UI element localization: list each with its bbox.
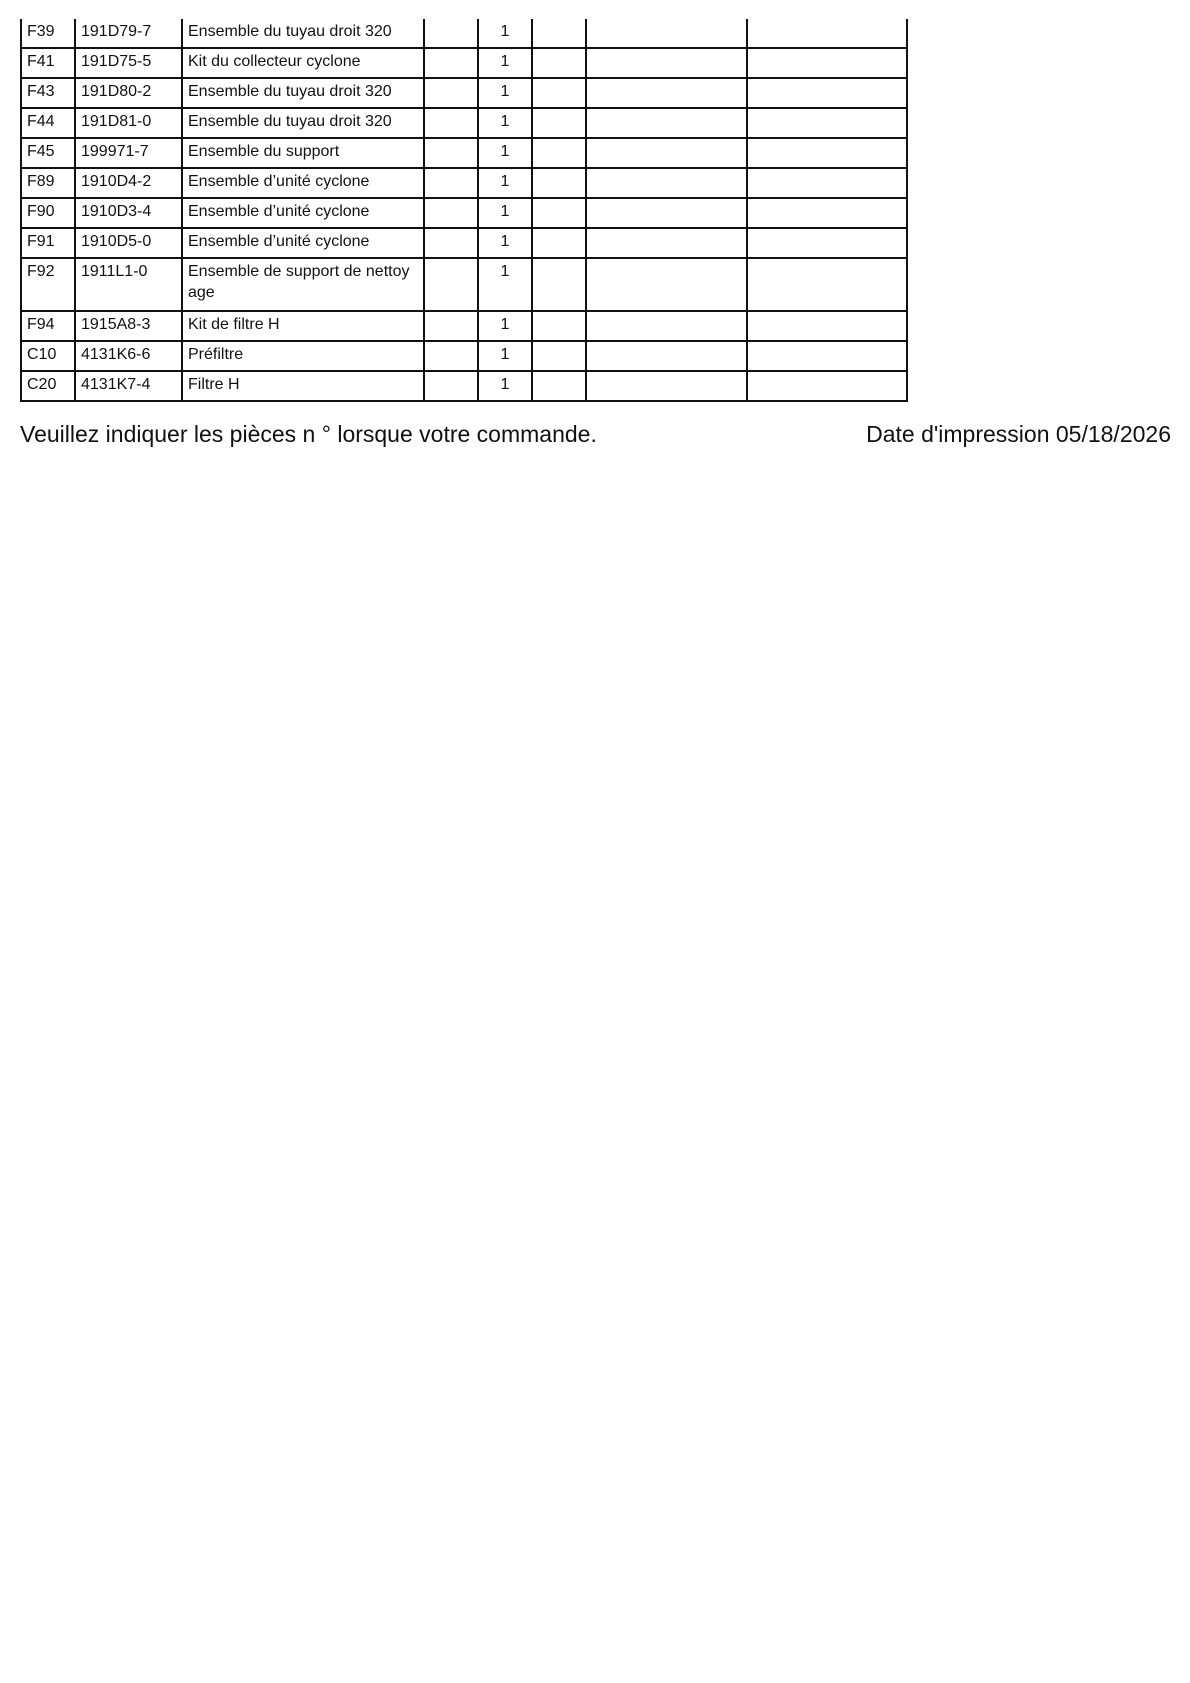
blank-cell — [747, 168, 907, 198]
blank-cell — [586, 258, 747, 311]
blank-cell — [532, 311, 586, 341]
part-number-cell: 1910D4-2 — [75, 168, 182, 198]
blank-cell — [747, 78, 907, 108]
description-cell: Ensemble du tuyau droit 320 — [182, 108, 424, 138]
table-row — [21, 108, 907, 138]
part-number-cell: 1915A8-3 — [75, 311, 182, 341]
description-cell: Ensemble du tuyau droit 320 — [182, 78, 424, 108]
blank-cell — [586, 371, 747, 401]
blank-cell — [586, 108, 747, 138]
table-row — [21, 19, 907, 48]
description-cell: Kit du collecteur cyclone — [182, 48, 424, 78]
blank-cell — [747, 108, 907, 138]
part-number-cell: 1911L1-0 — [75, 258, 182, 311]
blank-cell — [747, 48, 907, 78]
blank-cell — [747, 258, 907, 311]
blank-cell — [424, 341, 478, 371]
blank-cell — [532, 78, 586, 108]
blank-cell — [424, 371, 478, 401]
blank-cell — [747, 198, 907, 228]
blank-cell — [747, 341, 907, 371]
order-instruction-note: Veuillez indiquer les pièces n ° lorsque votre commande. — [20, 421, 597, 447]
blank-cell — [532, 258, 586, 311]
blank-cell — [586, 19, 747, 48]
blank-cell — [747, 138, 907, 168]
blank-cell — [424, 198, 478, 228]
table-row — [21, 78, 907, 108]
quantity-cell: 1 — [478, 198, 532, 228]
part-number-cell: 191D81-0 — [75, 108, 182, 138]
ref-cell: F45 — [21, 138, 75, 168]
blank-cell — [532, 138, 586, 168]
ref-cell: F89 — [21, 168, 75, 198]
description-cell: Ensemble du support — [182, 138, 424, 168]
description-cell: Ensemble d’unité cyclone — [182, 228, 424, 258]
description-cell: Ensemble d’unité cyclone — [182, 168, 424, 198]
description-cell: Ensemble de support de nettoyage — [182, 258, 424, 311]
part-number-cell: 4131K7-4 — [75, 371, 182, 401]
part-number-cell: 199971-7 — [75, 138, 182, 168]
blank-cell — [586, 311, 747, 341]
blank-cell — [424, 19, 478, 48]
description-cell: Ensemble du tuyau droit 320 — [182, 19, 424, 48]
table-row — [21, 228, 907, 258]
table-row — [21, 138, 907, 168]
blank-cell — [532, 168, 586, 198]
quantity-cell: 1 — [478, 138, 532, 168]
quantity-cell: 1 — [478, 19, 532, 48]
blank-cell — [747, 311, 907, 341]
ref-cell: C10 — [21, 341, 75, 371]
blank-cell — [424, 228, 478, 258]
part-number-cell: 4131K6-6 — [75, 341, 182, 371]
blank-cell — [532, 48, 586, 78]
quantity-cell: 1 — [478, 258, 532, 311]
blank-cell — [532, 371, 586, 401]
quantity-cell: 1 — [478, 228, 532, 258]
table-row — [21, 198, 907, 228]
ref-cell: F94 — [21, 311, 75, 341]
blank-cell — [424, 311, 478, 341]
ref-cell: F41 — [21, 48, 75, 78]
parts-table — [20, 19, 908, 402]
quantity-cell: 1 — [478, 341, 532, 371]
description-cell: Kit de filtre H — [182, 311, 424, 341]
description-cell: Filtre H — [182, 371, 424, 401]
blank-cell — [586, 48, 747, 78]
blank-cell — [424, 258, 478, 311]
description-cell: Préfiltre — [182, 341, 424, 371]
table-row — [21, 168, 907, 198]
part-number-cell: 1910D5-0 — [75, 228, 182, 258]
blank-cell — [424, 108, 478, 138]
quantity-cell: 1 — [478, 78, 532, 108]
blank-cell — [424, 138, 478, 168]
blank-cell — [424, 168, 478, 198]
table-row — [21, 48, 907, 78]
blank-cell — [532, 108, 586, 138]
blank-cell — [586, 138, 747, 168]
blank-cell — [532, 198, 586, 228]
ref-cell: F43 — [21, 78, 75, 108]
blank-cell — [586, 78, 747, 108]
blank-cell — [747, 371, 907, 401]
quantity-cell: 1 — [478, 108, 532, 138]
quantity-cell: 1 — [478, 371, 532, 401]
blank-cell — [532, 19, 586, 48]
ref-cell: F90 — [21, 198, 75, 228]
print-date: Date d'impression 05/18/2026 — [866, 421, 1171, 447]
blank-cell — [532, 228, 586, 258]
quantity-cell: 1 — [478, 48, 532, 78]
part-number-cell: 191D79-7 — [75, 19, 182, 48]
quantity-cell: 1 — [478, 311, 532, 341]
blank-cell — [424, 78, 478, 108]
blank-cell — [586, 168, 747, 198]
blank-cell — [747, 228, 907, 258]
blank-cell — [586, 228, 747, 258]
ref-cell: F44 — [21, 108, 75, 138]
blank-cell — [747, 19, 907, 48]
ref-cell: F92 — [21, 258, 75, 311]
blank-cell — [586, 198, 747, 228]
quantity-cell: 1 — [478, 168, 532, 198]
table-row — [21, 258, 907, 311]
blank-cell — [532, 341, 586, 371]
blank-cell — [586, 341, 747, 371]
part-number-cell: 1910D3-4 — [75, 198, 182, 228]
ref-cell: F91 — [21, 228, 75, 258]
blank-cell — [424, 48, 478, 78]
description-cell: Ensemble d’unité cyclone — [182, 198, 424, 228]
table-row — [21, 371, 907, 401]
ref-cell: C20 — [21, 371, 75, 401]
part-number-cell: 191D75-5 — [75, 48, 182, 78]
part-number-cell: 191D80-2 — [75, 78, 182, 108]
table-row — [21, 311, 907, 341]
ref-cell: F39 — [21, 19, 75, 48]
table-row — [21, 341, 907, 371]
